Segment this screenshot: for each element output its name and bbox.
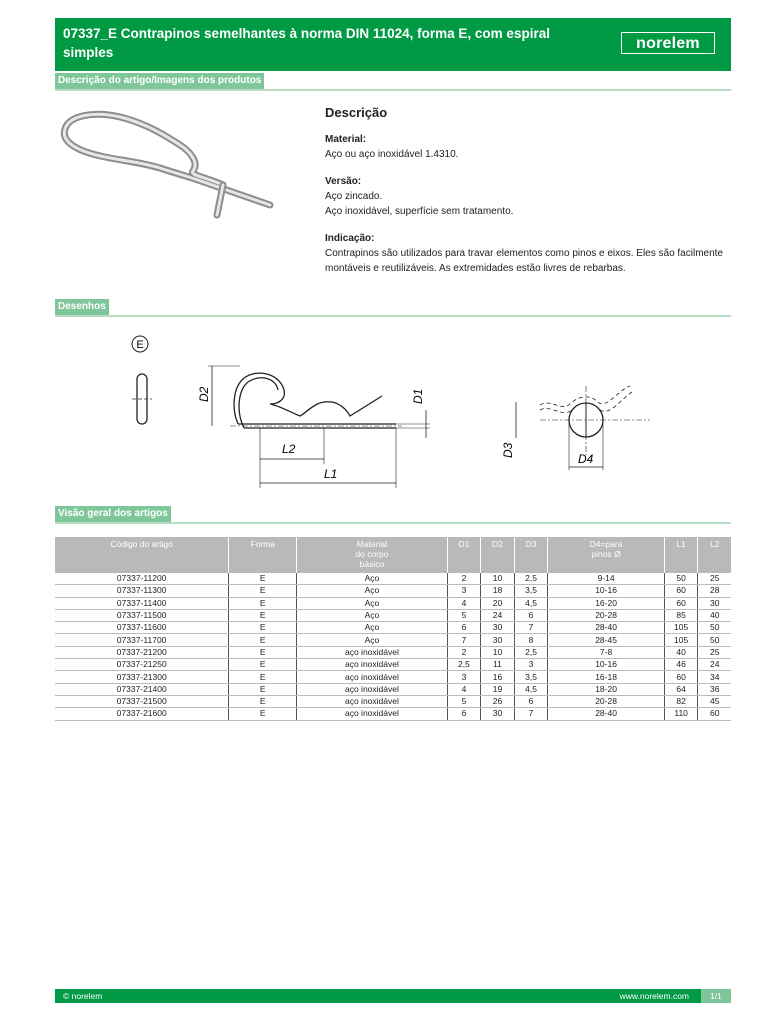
table-cell: 30 bbox=[698, 597, 731, 609]
table-cell: 18-20 bbox=[548, 683, 664, 695]
table-cell: 60 bbox=[698, 708, 731, 720]
table-cell: 20-28 bbox=[548, 609, 664, 621]
table-cell: 28-40 bbox=[548, 708, 664, 720]
table-cell: 40 bbox=[698, 609, 731, 621]
page-footer bbox=[55, 989, 731, 1003]
table-cell: 30 bbox=[481, 708, 515, 720]
norelem-logo: norelem bbox=[621, 32, 715, 54]
table-cell: E bbox=[229, 671, 297, 683]
table-cell: 07337-11200 bbox=[55, 573, 229, 585]
table-cell: 6 bbox=[514, 609, 548, 621]
table-row bbox=[55, 646, 731, 658]
table-cell: aço inoxidável bbox=[297, 683, 448, 695]
table-header-row bbox=[55, 537, 731, 573]
section-label: Desenhos bbox=[55, 299, 109, 315]
table-cell: 07337-21300 bbox=[55, 671, 229, 683]
table-cell: 3,5 bbox=[514, 585, 548, 597]
table-cell: aço inoxidável bbox=[297, 659, 448, 671]
table-cell: aço inoxidável bbox=[297, 708, 448, 720]
table-cell: 36 bbox=[698, 683, 731, 695]
table-cell: 07337-11500 bbox=[55, 609, 229, 621]
table-body bbox=[55, 573, 731, 720]
table-cell: 10 bbox=[481, 646, 515, 658]
product-image bbox=[55, 105, 275, 225]
table-cell: E bbox=[229, 634, 297, 646]
table-cell: 7-8 bbox=[548, 646, 664, 658]
page-header bbox=[55, 18, 731, 71]
copyright: © norelem bbox=[63, 991, 103, 1001]
section-label: Visão geral dos artigos bbox=[55, 506, 171, 522]
col-header: Forma bbox=[229, 537, 297, 573]
table-cell: Aço bbox=[297, 573, 448, 585]
col-header: D3 bbox=[514, 537, 548, 573]
page-number: 1/1 bbox=[701, 989, 731, 1003]
articles-table bbox=[55, 537, 731, 721]
website-link[interactable]: www.norelem.com bbox=[619, 991, 689, 1001]
table-cell: 07337-21250 bbox=[55, 659, 229, 671]
table-cell: E bbox=[229, 622, 297, 634]
table-cell: E bbox=[229, 585, 297, 597]
table-cell: 18 bbox=[481, 585, 515, 597]
col-header: Código do artigo bbox=[55, 537, 229, 573]
version-line-2: Aço inoxidável, superfície sem tratamento. bbox=[325, 206, 514, 217]
table-cell: 45 bbox=[698, 695, 731, 707]
table-cell: 6 bbox=[514, 695, 548, 707]
table-cell: 4,5 bbox=[514, 597, 548, 609]
table-cell: 16-18 bbox=[548, 671, 664, 683]
table-cell: 5 bbox=[447, 609, 481, 621]
table-cell: 5 bbox=[447, 695, 481, 707]
table-cell: 16-20 bbox=[548, 597, 664, 609]
table-cell: 25 bbox=[698, 573, 731, 585]
table-cell: 24 bbox=[481, 609, 515, 621]
table-cell: 07337-11600 bbox=[55, 622, 229, 634]
table-row bbox=[55, 622, 731, 634]
col-header: D2 bbox=[481, 537, 515, 573]
table-cell: 7 bbox=[514, 622, 548, 634]
section-overview bbox=[55, 506, 731, 524]
table-cell: 7 bbox=[514, 708, 548, 720]
table-cell: 4 bbox=[447, 597, 481, 609]
table-cell: 50 bbox=[664, 573, 698, 585]
table-cell: Aço bbox=[297, 634, 448, 646]
table-cell: 30 bbox=[481, 622, 515, 634]
table-cell: aço inoxidável bbox=[297, 695, 448, 707]
version-label: Versão: bbox=[325, 176, 362, 187]
col-header: D4=para pinos Ø bbox=[548, 537, 664, 573]
section-label: Descrição do artigo/Imagens dos produtos bbox=[55, 73, 264, 89]
table-cell: 82 bbox=[664, 695, 698, 707]
table-cell: 07337-21500 bbox=[55, 695, 229, 707]
table-cell: E bbox=[229, 659, 297, 671]
table-cell: 60 bbox=[664, 585, 698, 597]
table-cell: 60 bbox=[664, 597, 698, 609]
table-cell: aço inoxidável bbox=[297, 646, 448, 658]
table-cell: 16 bbox=[481, 671, 515, 683]
table-row bbox=[55, 609, 731, 621]
table-cell: 07337-21600 bbox=[55, 708, 229, 720]
table-row bbox=[55, 585, 731, 597]
table-cell: 60 bbox=[664, 671, 698, 683]
label-d3: D3 bbox=[501, 442, 515, 458]
table-cell: 9-14 bbox=[548, 573, 664, 585]
table-cell: aço inoxidável bbox=[297, 671, 448, 683]
table-cell: Aço bbox=[297, 609, 448, 621]
table-cell: 2,5 bbox=[514, 573, 548, 585]
section-rule bbox=[55, 522, 731, 524]
table-cell: Aço bbox=[297, 597, 448, 609]
table-cell: 110 bbox=[664, 708, 698, 720]
table-cell: 20-28 bbox=[548, 695, 664, 707]
table-cell: E bbox=[229, 683, 297, 695]
table-cell: E bbox=[229, 695, 297, 707]
table-cell: E bbox=[229, 708, 297, 720]
table-cell: 6 bbox=[447, 622, 481, 634]
section-drawings bbox=[55, 299, 731, 317]
col-header: D1 bbox=[447, 537, 481, 573]
label-d1: D1 bbox=[411, 388, 425, 404]
table-cell: 50 bbox=[698, 634, 731, 646]
table-cell: 11 bbox=[481, 659, 515, 671]
label-l1: L1 bbox=[324, 467, 338, 481]
table-cell: 30 bbox=[481, 634, 515, 646]
section-rule bbox=[55, 315, 731, 317]
table-cell: 28 bbox=[698, 585, 731, 597]
side-view-pin bbox=[234, 373, 396, 428]
label-d4: D4 bbox=[578, 452, 594, 466]
table-cell: 3 bbox=[447, 671, 481, 683]
table-cell: 3 bbox=[447, 585, 481, 597]
section-rule bbox=[55, 89, 731, 91]
page-title: 07337_E Contrapinos semelhantes à norma DIN 11024, forma E, com espiral simples bbox=[63, 26, 550, 60]
table-cell: 10-16 bbox=[548, 585, 664, 597]
table-cell: 24 bbox=[698, 659, 731, 671]
table-cell: Aço bbox=[297, 622, 448, 634]
label-d2: D2 bbox=[197, 386, 211, 402]
table-cell: 07337-11300 bbox=[55, 585, 229, 597]
table-cell: 46 bbox=[664, 659, 698, 671]
indication-label: Indicação: bbox=[325, 233, 375, 244]
table-cell: 6 bbox=[447, 708, 481, 720]
table-row bbox=[55, 683, 731, 695]
table-cell: 19 bbox=[481, 683, 515, 695]
table-cell: 85 bbox=[664, 609, 698, 621]
table-cell: 8 bbox=[514, 634, 548, 646]
table-cell: 7 bbox=[447, 634, 481, 646]
table-row bbox=[55, 597, 731, 609]
table-cell: 2,5 bbox=[447, 659, 481, 671]
table-cell: 2 bbox=[447, 573, 481, 585]
table-cell: 3,5 bbox=[514, 671, 548, 683]
version-line-1: Aço zincado. bbox=[325, 191, 383, 202]
table-cell: 07337-11700 bbox=[55, 634, 229, 646]
table-cell: 10-16 bbox=[548, 659, 664, 671]
form-marker: E bbox=[136, 339, 144, 351]
table-cell: 3 bbox=[514, 659, 548, 671]
col-header: Material do corpo básico bbox=[297, 537, 448, 573]
label-l2: L2 bbox=[282, 442, 296, 456]
table-cell: 07337-11400 bbox=[55, 597, 229, 609]
table-cell: 4,5 bbox=[514, 683, 548, 695]
technical-drawing bbox=[120, 330, 660, 495]
material-label: Material: bbox=[325, 134, 367, 145]
table-cell: 25 bbox=[698, 646, 731, 658]
table-cell: E bbox=[229, 597, 297, 609]
table-cell: 2,5 bbox=[514, 646, 548, 658]
table-cell: 50 bbox=[698, 622, 731, 634]
description-heading: Descrição bbox=[325, 105, 388, 120]
indication-text: Contrapinos são utilizados para travar elementos como pinos e eixos. Eles são facilmente montáveis e reutilizáveis. As extremidades estão livres de rebarbas. bbox=[325, 248, 723, 274]
table-cell: 4 bbox=[447, 683, 481, 695]
table-row bbox=[55, 634, 731, 646]
table-cell: 26 bbox=[481, 695, 515, 707]
table-cell: 07337-21200 bbox=[55, 646, 229, 658]
table-row bbox=[55, 671, 731, 683]
table-cell: E bbox=[229, 573, 297, 585]
table-cell: 28-40 bbox=[548, 622, 664, 634]
table-cell: 40 bbox=[664, 646, 698, 658]
table-cell: 34 bbox=[698, 671, 731, 683]
col-header: L1 bbox=[664, 537, 698, 573]
col-header: L2 bbox=[698, 537, 731, 573]
table-cell: 07337-21400 bbox=[55, 683, 229, 695]
table-cell: E bbox=[229, 646, 297, 658]
material-text: Aço ou aço inoxidável 1.4310. bbox=[325, 149, 459, 160]
table-cell: E bbox=[229, 609, 297, 621]
table-cell: 10 bbox=[481, 573, 515, 585]
table-row bbox=[55, 695, 731, 707]
table-cell: 28-45 bbox=[548, 634, 664, 646]
table-cell: 105 bbox=[664, 634, 698, 646]
table-cell: 105 bbox=[664, 622, 698, 634]
section-description-images bbox=[55, 73, 731, 91]
table-cell: 64 bbox=[664, 683, 698, 695]
table-row bbox=[55, 708, 731, 720]
table-cell: 2 bbox=[447, 646, 481, 658]
table-row bbox=[55, 573, 731, 585]
table-row bbox=[55, 659, 731, 671]
table-cell: Aço bbox=[297, 585, 448, 597]
description-block bbox=[325, 105, 725, 276]
table-cell: 20 bbox=[481, 597, 515, 609]
